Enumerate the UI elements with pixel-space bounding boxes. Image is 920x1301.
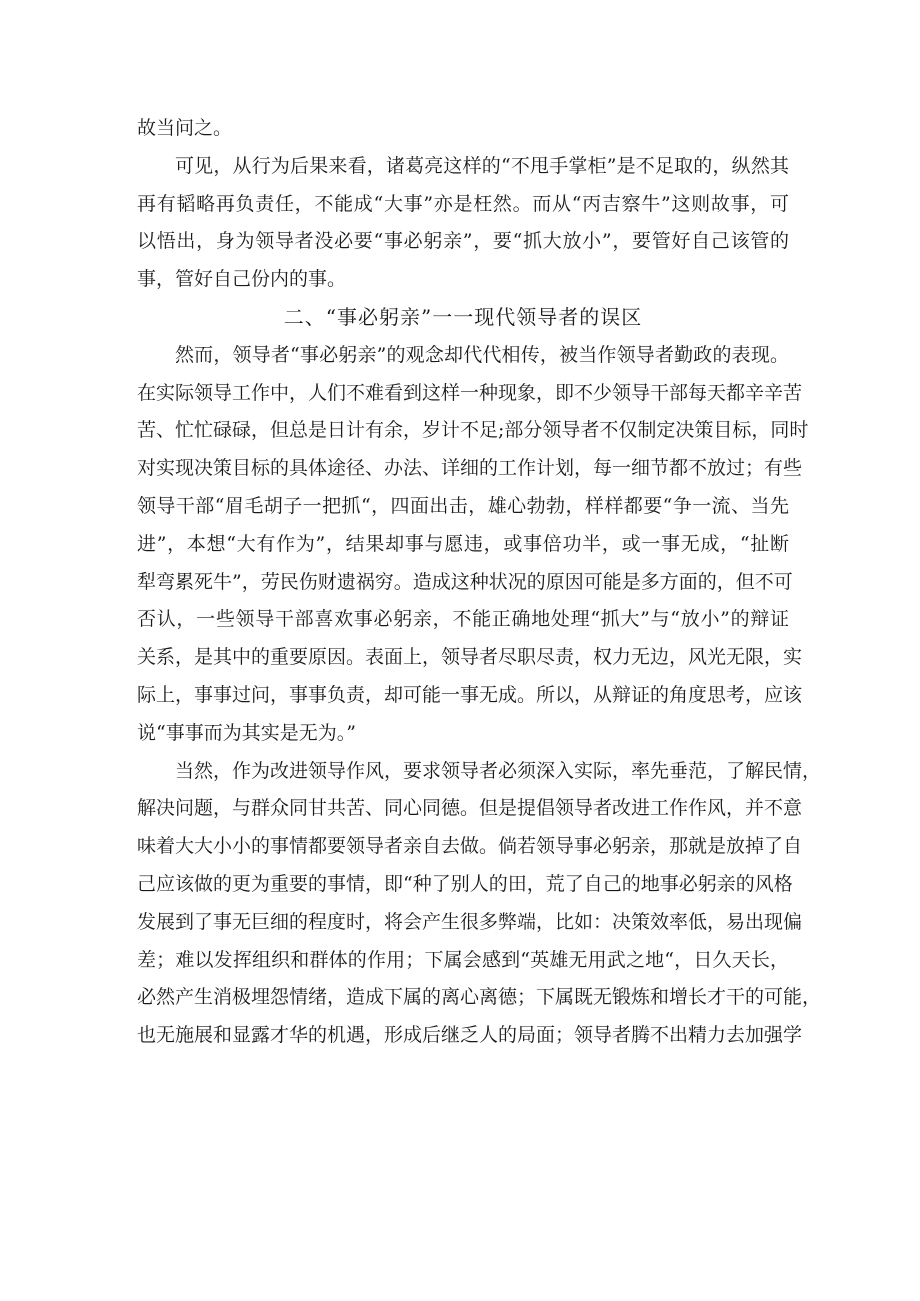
text-line: 再有韬略再负责任，不能成“大事”亦是枉然。而从“丙吉察牛”这则故事，可: [137, 192, 789, 215]
paragraph-continuation: [137, 110, 789, 148]
text-line: 在实际领导工作中，人们不难看到这样一种现象，即不少领导干部每天都辛辛苦: [137, 381, 803, 404]
text-line: 可见，从行为后果来看，诸葛亮这样的“不甩手掌柜”是不足取的，纵然其: [175, 154, 789, 177]
text-line: 说“事事而为其实是无为。”: [137, 721, 356, 744]
text-line: 进”，本想“大有作为”，结果却事与愿违，或事倍功半，或一事无成，“扯断: [137, 532, 789, 555]
text-line: 差；难以发挥组织和群体的作用；下属会感到“英雄无用武之地“，日久天长，: [137, 948, 789, 971]
text-line: 际上，事事过问，事事负责，却可能一事无成。所以，从辩证的角度思考，应该: [137, 683, 803, 706]
text-line: 关系，是其中的重要原因。表面上，领导者尽职尽责，权力无边，风光无限，实: [137, 646, 803, 669]
paragraph: [137, 337, 809, 753]
text-line: 犁弯累死牛”，劳民伤财遗祸穷。造成这种状况的原因可能是多方面的，但不可: [137, 570, 793, 593]
text-line: 解决问题，与群众同甘共苦、同心同德。但是提倡领导者改进工作作风，并不意: [137, 797, 803, 820]
text-line: 以悟出，身为领导者没必要“事必躬亲”，要“抓大放小”，要管好自己该管的: [137, 230, 789, 253]
paragraph: [137, 753, 822, 1055]
text-line: 事，管好自己份内的事。: [137, 268, 347, 291]
text-line: 必然产生消极埋怨情绪，造成下属的离心离德；下属既无锻炼和增长才干的可能，: [137, 986, 822, 1009]
text-line: 故当问之。: [137, 117, 233, 139]
text-line: 领导干部“眉毛胡子一把抓“，四面出击，雄心勃勃，样样都要“争一流、当先: [137, 494, 789, 517]
text-line: 否认，一些领导干部喜欢事必躬亲，不能正确地处理“抓大”与“放小”的辩证: [137, 608, 789, 631]
text-line: 然而，领导者“事必躬亲”的观念却代代相传，被当作领导者勤政的表现。: [175, 343, 789, 366]
text-line: 己应该做的更为重要的事情，即“种了别人的田，荒了自己的地事必躬亲的风格: [137, 872, 793, 895]
text-line: 味着大大小小的事情都要领导者亲自去做。倘若领导事必躬亲，那就是放掉了自: [137, 835, 803, 858]
text-line: 苦、忙忙碌碌，但总是日计有余，岁计不足;部分领导者不仅制定决策目标，同时: [137, 419, 809, 442]
text-line: 对实现决策目标的具体途径、办法、详细的工作计划，每一细节都不放过；有些: [137, 457, 803, 480]
document-body: [137, 110, 822, 1055]
text-line: 当然，作为改进领导作风，要求领导者必须深入实际，率先垂范，了解民情，: [175, 759, 822, 782]
paragraph: [137, 148, 789, 299]
section-heading: 二、“事必躬亲”一一现代领导者的误区: [283, 304, 643, 329]
text-line: 也无施展和显露才华的机遇，形成后继乏人的局面；领导者腾不出精力去加强学: [137, 1024, 803, 1047]
text-line: 发展到了事无巨细的程度时，将会产生很多弊端，比如：决策效率低，易出现偏: [137, 910, 803, 933]
